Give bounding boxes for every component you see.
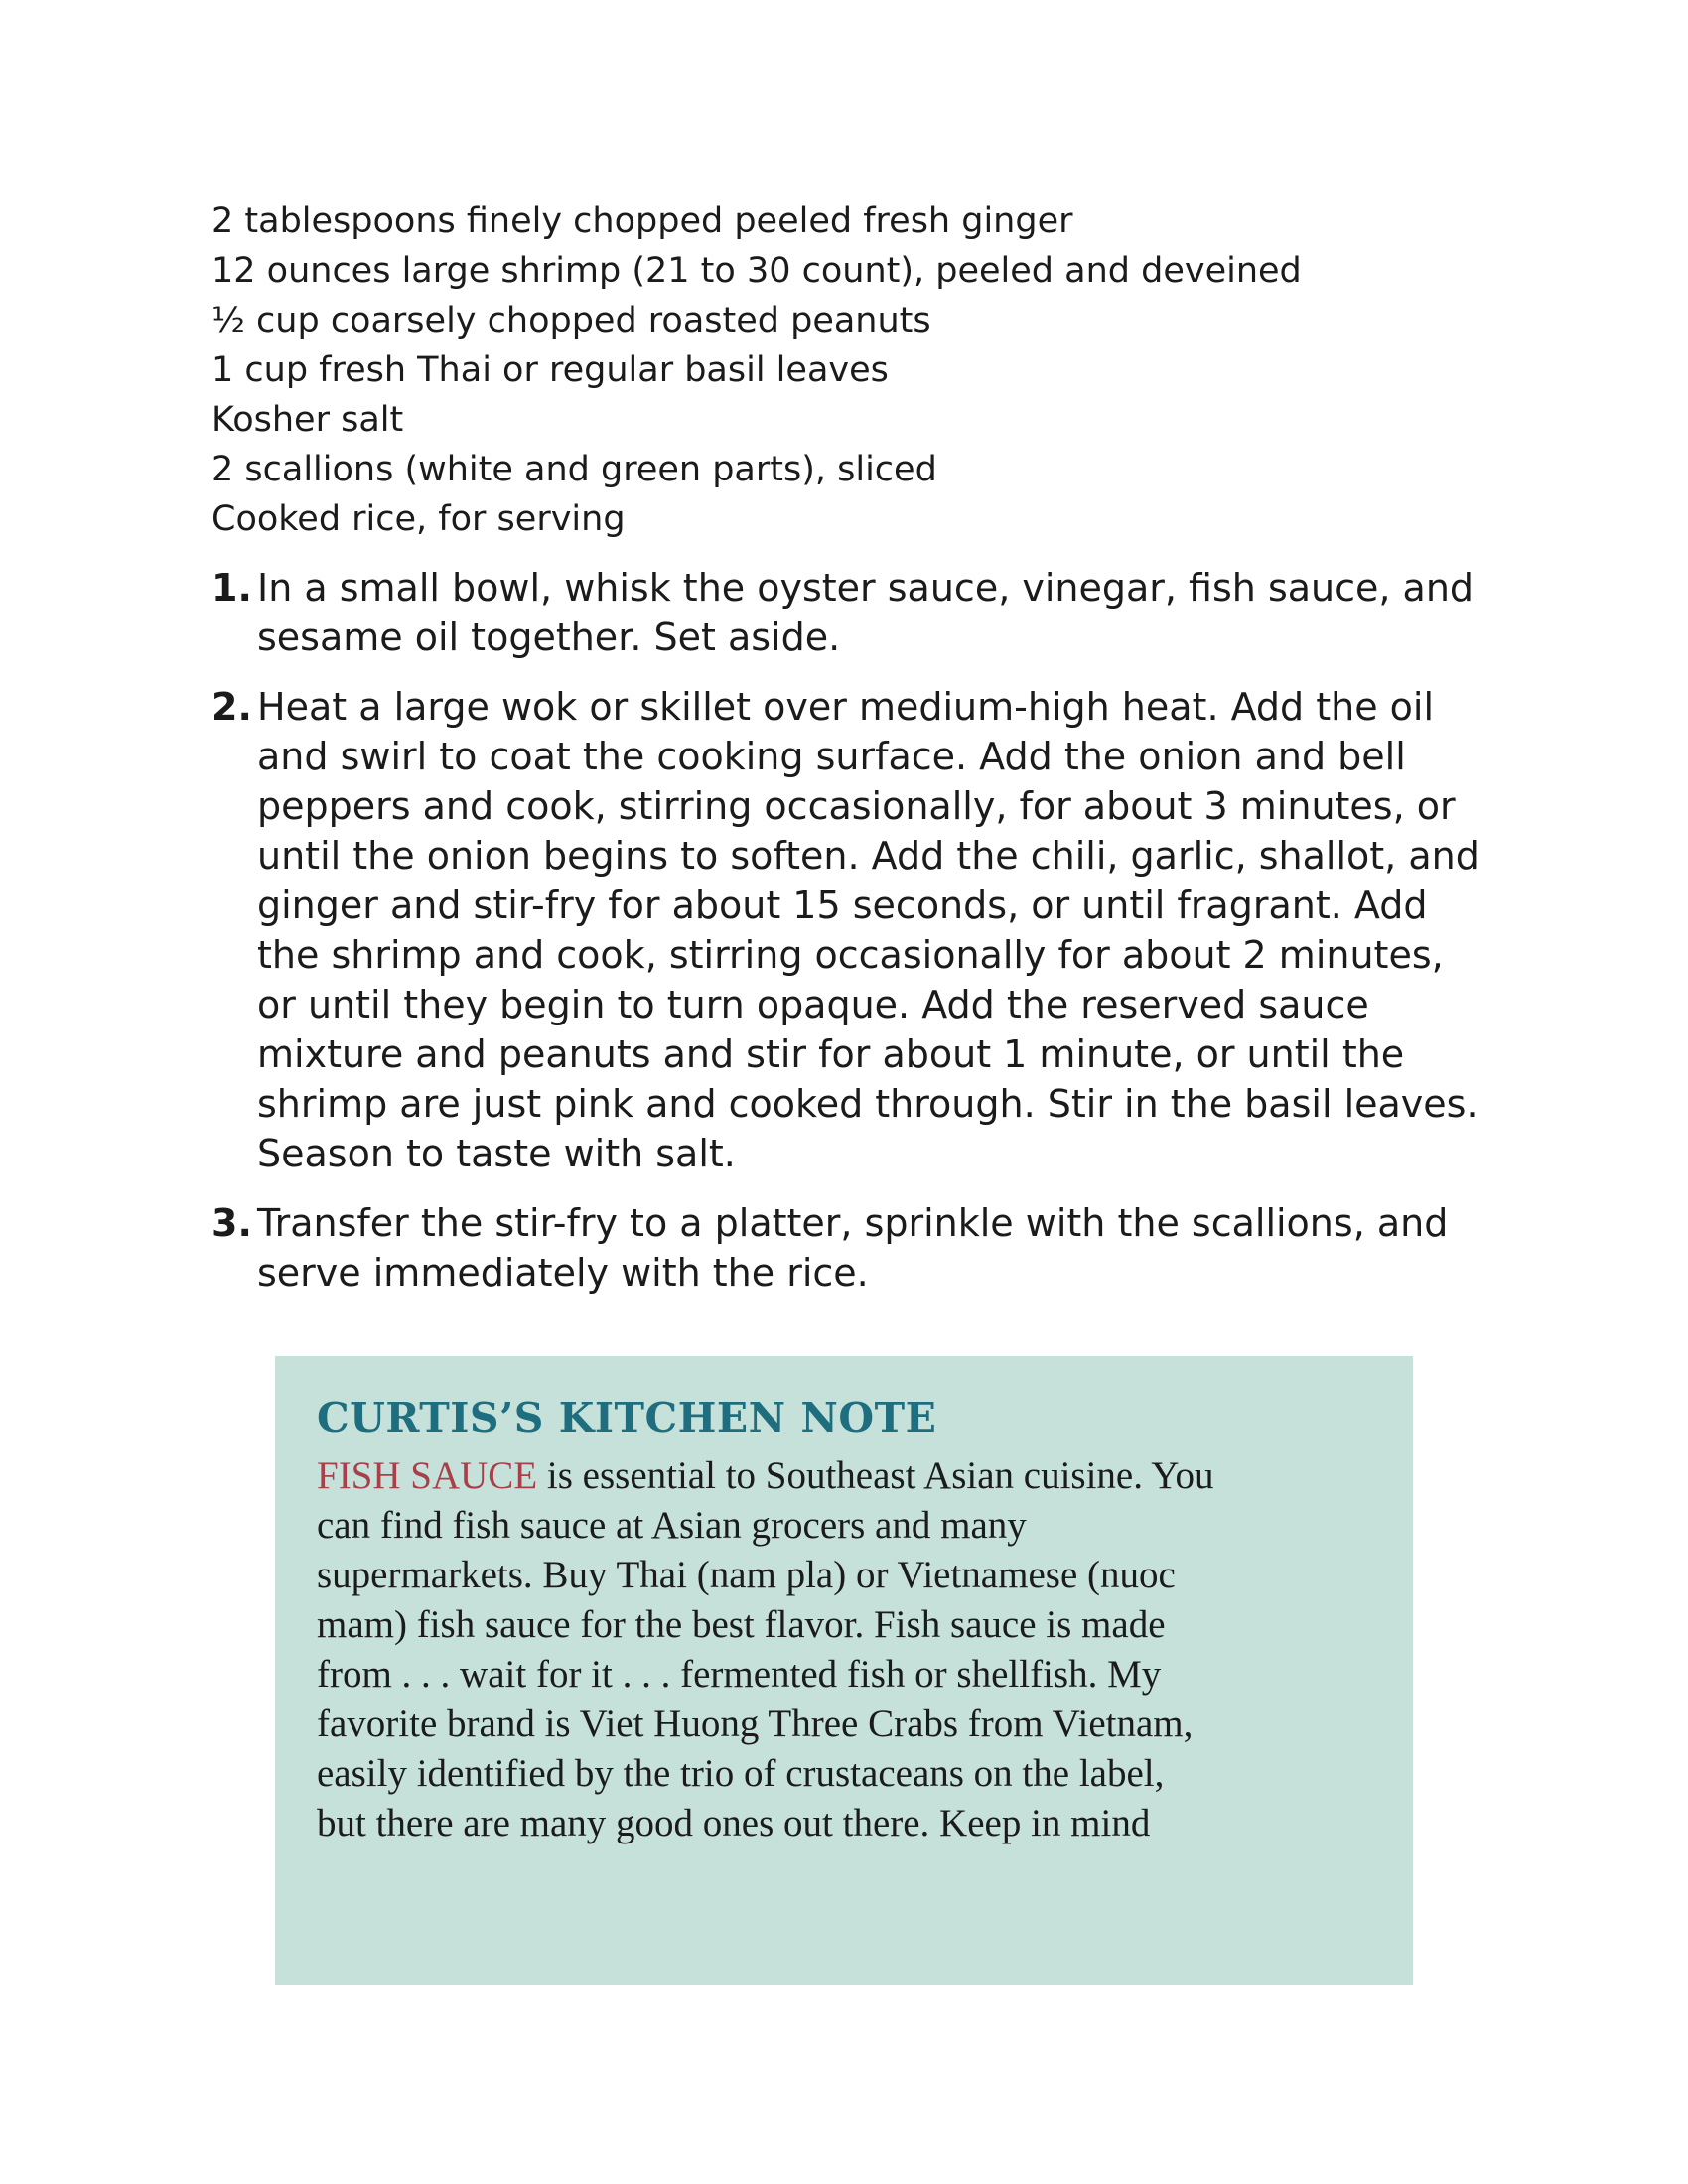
ingredient-item: ½ cup coarsely chopped roasted peanuts — [211, 301, 931, 341]
ingredient-item: 1 cup fresh Thai or regular basil leaves — [211, 350, 889, 390]
step-number: 2. — [211, 685, 252, 729]
kitchen-note-body — [317, 1451, 1389, 1848]
kitchen-note-line: from . . . wait for it . . . fermented fish or shellfish. My — [317, 1653, 1162, 1696]
instruction-step — [211, 563, 1492, 662]
ingredient-item: Kosher salt — [211, 400, 404, 440]
step-text: Heat a large wok or skillet over medium-high heat. Add the oil and swirl to coat the cooking surface. Add the onion and bell peppers and cook, stirring occasionally, for about 3 minutes, or until the onion begins to soften. Add the chili, garlic, shallot, and ginger and stir-fry for about 15 seconds, or until fragrant. Add the shrimp and cook, stirring occasionally for about 2 minutes, or until they begin to turn opaque. Add the reserved sauce mixture and peanuts and stir for about 1 minute, or until the shrimp are just pink and cooked through. Stir in the basil leaves. Season to taste with salt. — [257, 685, 1479, 1175]
instruction-step — [211, 682, 1492, 1178]
kitchen-note-line: can find fish sauce at Asian grocers and many — [317, 1504, 1027, 1547]
ingredient-list — [211, 197, 1502, 544]
kitchen-note-line: supermarkets. Buy Thai (nam pla) or Vietnamese (nuoc — [317, 1554, 1176, 1596]
kitchen-note-line: mam) fish sauce for the best flavor. Fish sauce is made — [317, 1603, 1166, 1646]
instruction-step — [211, 1198, 1492, 1297]
ingredient-item: 12 ounces large shrimp (21 to 30 count), peeled and deveined — [211, 251, 1302, 291]
step-text: Transfer the stir-fry to a platter, sprinkle with the scallions, and serve immediately with the rice. — [257, 1201, 1449, 1295]
ingredient-item: Cooked rice, for serving — [211, 499, 626, 539]
ingredient-item: 2 tablespoons finely chopped peeled fresh ginger — [211, 202, 1073, 241]
step-number: 3. — [211, 1201, 252, 1245]
instruction-steps — [211, 563, 1492, 1317]
kitchen-note-line — [317, 1451, 1389, 1501]
ingredient-item: 2 scallions (white and green parts), sliced — [211, 450, 937, 489]
kitchen-note-line: easily identified by the trio of crustaceans on the label, — [317, 1752, 1165, 1795]
kitchen-note-first-line-rest: is essential to Southeast Asian cuisine. You — [537, 1454, 1214, 1497]
kitchen-note-line: favorite brand is Viet Huong Three Crabs from Vietnam, — [317, 1703, 1194, 1745]
kitchen-note-highlight: FISH SAUCE — [317, 1454, 538, 1497]
kitchen-note-line: but there are many good ones out there. Keep in mind — [317, 1802, 1151, 1844]
kitchen-note-title: CURTIS’S KITCHEN NOTE — [317, 1394, 937, 1441]
step-number: 1. — [211, 566, 252, 610]
kitchen-note-box — [275, 1356, 1413, 1985]
step-text: In a small bowl, whisk the oyster sauce, vinegar, fish sauce, and sesame oil together. Set aside. — [257, 566, 1475, 659]
